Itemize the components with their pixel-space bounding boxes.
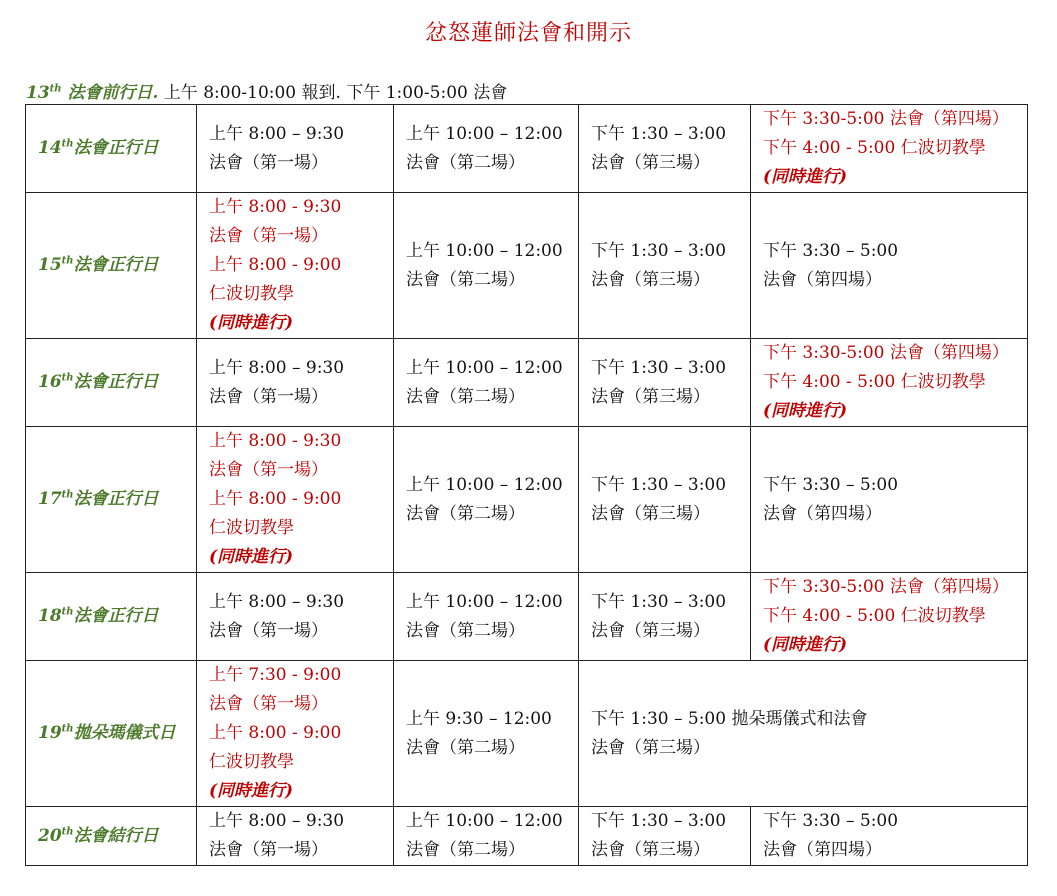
session-cell	[579, 193, 751, 339]
day-label	[38, 606, 159, 626]
session-cell	[394, 661, 579, 807]
day-title: 法會正行日	[73, 606, 159, 626]
simultaneous-note: (同時進行)	[209, 313, 294, 333]
schedule-row	[26, 105, 1028, 193]
session-line: 法會（第三場）	[591, 620, 710, 641]
session-line: 法會（第三場）	[591, 152, 710, 173]
session-cell	[197, 339, 394, 427]
session-cell	[579, 807, 751, 866]
day-number: 15	[38, 255, 62, 275]
day-label	[38, 489, 159, 509]
session-line: 下午 3:30-5:00 法會（第四場）	[763, 577, 1009, 597]
session-line: 上午 10:00 – 12:00	[406, 357, 563, 378]
session-line: 上午 9:30 – 12:00	[406, 708, 552, 729]
session-line: 上午 8:00 - 9:30	[209, 197, 342, 217]
schedule-row	[26, 573, 1028, 661]
day-label-cell	[26, 661, 197, 807]
session-line: 下午 3:30-5:00 法會（第四場）	[763, 343, 1009, 363]
session-line: 上午 8:00 - 9:00	[209, 489, 342, 509]
session-line: 下午 1:30 – 5:00 拋朵瑪儀式和法會	[591, 708, 868, 729]
session-line: 法會（第四場）	[763, 840, 882, 860]
session-line: 仁波切教學	[209, 284, 294, 304]
session-line: 下午 1:30 – 3:00	[591, 474, 727, 495]
session-line: 上午 8:00 – 9:30	[209, 357, 345, 378]
day-suffix: th	[61, 489, 74, 501]
day-label	[38, 723, 176, 743]
day-suffix: th	[61, 606, 74, 618]
session-cell	[751, 193, 1028, 339]
day-number: 17	[38, 489, 62, 509]
session-line: 法會（第二場）	[406, 503, 525, 524]
session-cell	[197, 661, 394, 807]
session-line: 上午 7:30 - 9:00	[209, 665, 342, 685]
session-line: 上午 8:00 - 9:30	[209, 431, 342, 451]
session-cell	[197, 427, 394, 573]
session-line: 上午 10:00 – 12:00	[406, 474, 563, 495]
session-cell	[197, 193, 394, 339]
simultaneous-note: (同時進行)	[763, 167, 848, 187]
session-cell	[751, 573, 1028, 661]
session-line: 法會（第三場）	[591, 503, 710, 524]
session-line: 法會（第一場）	[209, 694, 328, 714]
session-line: 下午 4:00 - 5:00 仁波切教學	[763, 606, 986, 626]
day-label	[38, 255, 159, 275]
session-line: 上午 10:00 – 12:00	[406, 811, 563, 831]
simultaneous-note: (同時進行)	[763, 635, 848, 655]
pre-day-line	[26, 78, 507, 103]
simultaneous-note: (同時進行)	[209, 547, 294, 567]
day-title: 法會正行日	[73, 372, 159, 392]
session-line: 上午 8:00 - 9:00	[209, 255, 342, 275]
session-line: 法會（第二場）	[406, 620, 525, 641]
day-suffix: th	[61, 372, 74, 384]
session-line: 下午 4:00 - 5:00 仁波切教學	[763, 138, 986, 158]
session-line: 法會（第一場）	[209, 226, 328, 246]
session-line: 法會（第三場）	[591, 737, 710, 758]
session-cell	[751, 427, 1028, 573]
session-line: 上午 8:00 – 9:30	[209, 123, 345, 144]
day-title: 法會結行日	[73, 825, 159, 846]
session-line: 法會（第一場）	[209, 152, 328, 173]
session-line: 下午 1:30 – 3:00	[591, 123, 727, 144]
session-cell	[579, 105, 751, 193]
pre-day-suffix: th	[49, 83, 62, 95]
day-title: 拋朵瑪儀式日	[73, 723, 176, 743]
page-title: 忿怒蓮師法會和開示	[424, 21, 632, 46]
day-label	[38, 372, 159, 392]
session-line: 法會（第三場）	[591, 386, 710, 407]
session-line: 下午 3:30 – 5:00	[763, 474, 899, 495]
schedule-row	[26, 427, 1028, 573]
session-cell	[751, 105, 1028, 193]
session-cell	[394, 105, 579, 193]
session-line: 仁波切教學	[209, 518, 294, 538]
day-label-cell	[26, 105, 197, 193]
day-number: 19	[38, 723, 62, 743]
session-cell	[394, 573, 579, 661]
session-line: 下午 3:30-5:00 法會（第四場）	[763, 109, 1009, 129]
session-line: 上午 8:00 – 9:30	[209, 811, 345, 831]
session-line: 法會（第一場）	[209, 386, 328, 407]
session-line: 上午 10:00 – 12:00	[406, 240, 563, 261]
session-line: 法會（第二場）	[406, 386, 525, 407]
session-line: 上午 8:00 – 9:30	[209, 591, 345, 612]
schedule-row	[26, 807, 1028, 866]
session-line: 仁波切教學	[209, 752, 294, 772]
day-label-cell	[26, 573, 197, 661]
day-number: 16	[38, 372, 62, 392]
day-number: 18	[38, 606, 62, 626]
session-cell	[579, 573, 751, 661]
day-title: 法會正行日	[73, 138, 159, 158]
session-cell	[579, 427, 751, 573]
schedule-row	[26, 661, 1028, 807]
day-label	[38, 138, 159, 158]
session-line: 下午 1:30 – 3:00	[591, 811, 727, 831]
session-line: 法會（第三場）	[591, 840, 710, 860]
session-cell	[197, 105, 394, 193]
session-cell	[197, 573, 394, 661]
session-line: 下午 4:00 - 5:00 仁波切教學	[763, 372, 986, 392]
day-title: 法會正行日	[73, 255, 159, 275]
session-cell	[579, 661, 1028, 807]
day-suffix: th	[61, 723, 74, 735]
session-cell	[394, 807, 579, 866]
schedule-body	[26, 105, 1028, 866]
simultaneous-note: (同時進行)	[209, 781, 294, 801]
session-cell	[394, 427, 579, 573]
simultaneous-note: (同時進行)	[763, 401, 848, 421]
session-cell	[751, 339, 1028, 427]
session-cell	[751, 807, 1028, 866]
pre-day-schedule: 上午 8:00-10:00 報到. 下午 1:00-5:00 法會	[158, 83, 508, 103]
session-line: 法會（第一場）	[209, 620, 328, 641]
day-number: 14	[38, 138, 62, 158]
session-line: 法會（第二場）	[406, 152, 525, 173]
day-label	[38, 826, 159, 846]
session-line: 下午 3:30 – 5:00	[763, 811, 899, 831]
session-line: 法會（第一場）	[209, 840, 328, 860]
day-suffix: th	[61, 138, 74, 150]
session-cell	[394, 339, 579, 427]
session-line: 法會（第二場）	[406, 269, 525, 290]
schedule-row	[26, 339, 1028, 427]
session-line: 下午 1:30 – 3:00	[591, 357, 727, 378]
session-line: 下午 1:30 – 3:00	[591, 591, 727, 612]
pre-day-title: 法會前行日.	[61, 83, 159, 103]
day-label-cell	[26, 193, 197, 339]
day-label-cell	[26, 807, 197, 866]
day-suffix: th	[61, 255, 74, 267]
day-suffix: th	[61, 825, 74, 837]
session-line: 法會（第四場）	[763, 269, 882, 290]
session-line: 下午 1:30 – 3:00	[591, 240, 727, 261]
session-line: 上午 10:00 – 12:00	[406, 591, 563, 612]
day-number: 20	[38, 825, 62, 846]
session-line: 上午 8:00 - 9:00	[209, 723, 342, 743]
schedule-row	[26, 193, 1028, 339]
session-cell	[579, 339, 751, 427]
day-label-cell	[26, 427, 197, 573]
day-title: 法會正行日	[73, 489, 159, 509]
pre-day-number: 13	[26, 83, 50, 103]
session-line: 下午 3:30 – 5:00	[763, 240, 899, 261]
day-label-cell	[26, 339, 197, 427]
session-cell	[394, 193, 579, 339]
session-line: 法會（第一場）	[209, 460, 328, 480]
session-line: 法會（第三場）	[591, 269, 710, 290]
session-line: 法會（第二場）	[406, 840, 525, 860]
session-line: 法會（第四場）	[763, 503, 882, 524]
session-cell	[197, 807, 394, 866]
schedule-table	[25, 104, 1028, 866]
session-line: 上午 10:00 – 12:00	[406, 123, 563, 144]
pre-day-label	[26, 83, 158, 103]
session-line: 法會（第二場）	[406, 737, 525, 758]
